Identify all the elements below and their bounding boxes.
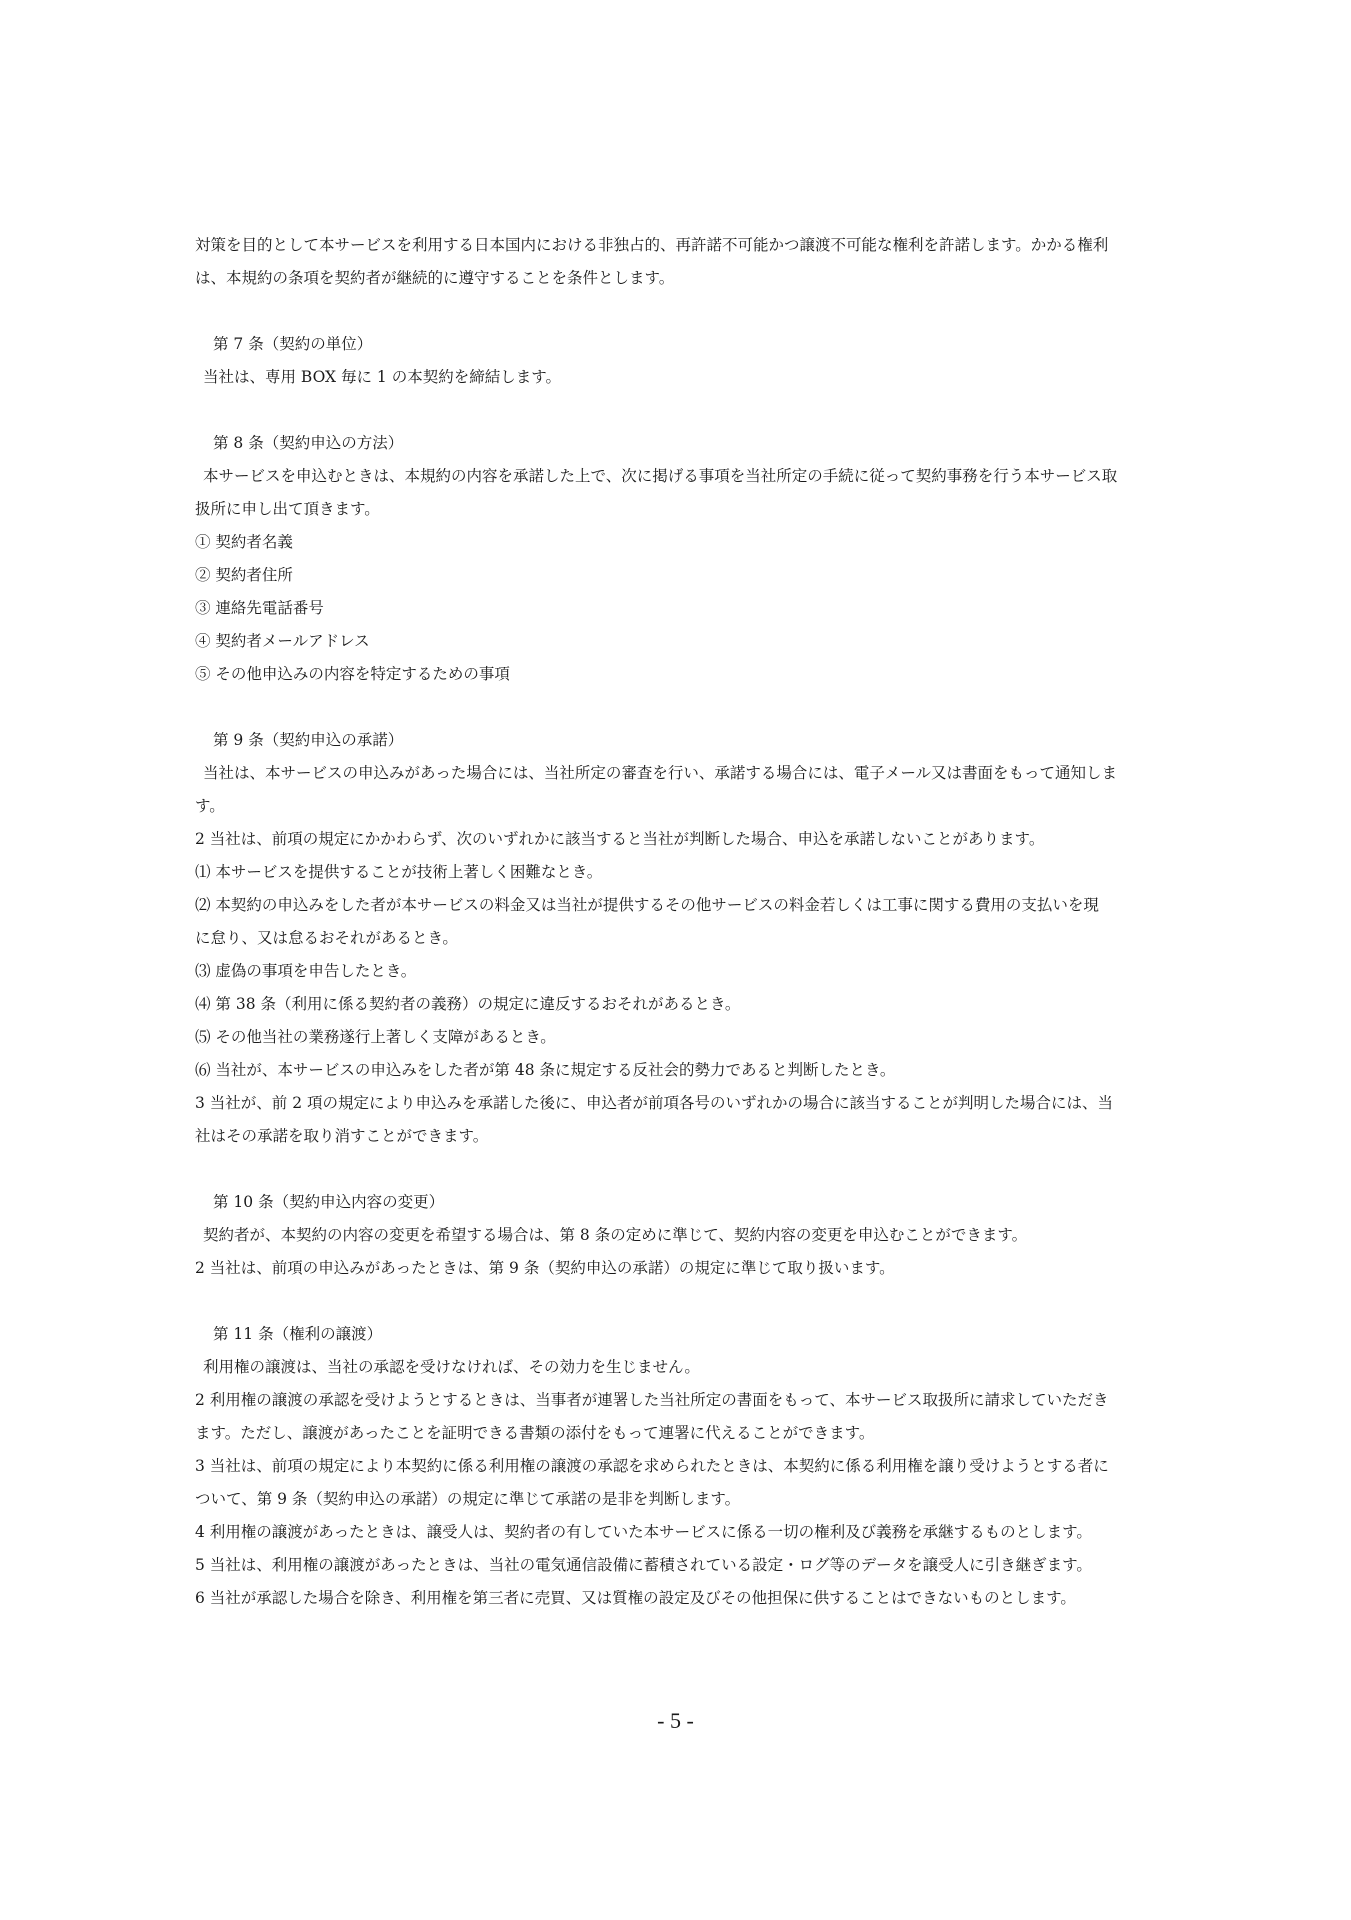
article-line: ④ 契約者メールアドレス bbox=[195, 632, 370, 650]
article-line: 社はその承諾を取り消すことができます。 bbox=[195, 1127, 489, 1145]
article-line: ⑹ 当社が、本サービスの申込みをした者が第 48 条に規定する反社会的勢力であると判断したとき。 bbox=[195, 1061, 896, 1079]
article-line: に怠り、又は怠るおそれがあるとき。 bbox=[195, 929, 458, 947]
article-line: ⑴ 本サービスを提供することが技術上著しく困難なとき。 bbox=[195, 863, 603, 881]
article-line: ます。ただし、譲渡があったことを証明できる書類の添付をもって連署に代えることができます。 bbox=[195, 1424, 875, 1442]
article-section bbox=[195, 1318, 1165, 1615]
section-spacer bbox=[195, 691, 1165, 724]
article-heading: 第 7 条（契約の単位） bbox=[213, 335, 373, 353]
article-line: 当社は、専用 BOX 毎に 1 の本契約を締結します。 bbox=[203, 368, 561, 386]
article-heading: 第 11 条（権利の譲渡） bbox=[213, 1325, 383, 1343]
article-line: ⑸ その他当社の業務遂行上著しく支障があるとき。 bbox=[195, 1028, 556, 1046]
article-line: 2 利用権の譲渡の承認を受けようとするときは、当事者が連署した当社所定の書面をもって、本サービス取扱所に請求していただき bbox=[195, 1391, 1109, 1409]
article-line: ① 契約者名義 bbox=[195, 533, 293, 551]
article-line: 本サービスを申込むときは、本規約の内容を承諾した上で、次に掲げる事項を当社所定の手続に従って契約事務を行う本サービス取 bbox=[203, 467, 1118, 485]
intro-line: は、本規約の条項を契約者が継続的に遵守することを条件とします。 bbox=[195, 269, 675, 287]
page-number: - 5 - bbox=[657, 1708, 694, 1733]
section-spacer bbox=[195, 1153, 1165, 1186]
article-section bbox=[195, 427, 1165, 691]
article-line: 利用権の譲渡は、当社の承認を受けなければ、その効力を生じません。 bbox=[203, 1358, 700, 1376]
article-line: 4 利用権の譲渡があったときは、譲受人は、契約者の有していた本サービスに係る一切の権利及び義務を承継するものとします。 bbox=[195, 1523, 1092, 1541]
article-line: ⑵ 本契約の申込みをした者が本サービスの料金又は当社が提供するその他サービスの料金若しくは工事に関する費用の支払いを現 bbox=[195, 896, 1099, 914]
article-line: ⑶ 虚偽の事項を申告したとき。 bbox=[195, 962, 417, 980]
article-line: ② 契約者住所 bbox=[195, 566, 293, 584]
article-line: 扱所に申し出て頂きます。 bbox=[195, 500, 380, 518]
article-line: 5 当社は、利用権の譲渡があったときは、当社の電気通信設備に蓄積されている設定・ログ等のデータを譲受人に引き継ぎます。 bbox=[195, 1556, 1092, 1574]
article-heading: 第 9 条（契約申込の承諾） bbox=[213, 731, 404, 749]
section-spacer bbox=[195, 394, 1165, 427]
article-line: ⑤ その他申込みの内容を特定するための事項 bbox=[195, 665, 510, 683]
article-line: 契約者が、本契約の内容の変更を希望する場合は、第 8 条の定めに準じて、契約内容の変更を申込むことができます。 bbox=[203, 1226, 1028, 1244]
article-heading: 第 10 条（契約申込内容の変更） bbox=[213, 1193, 445, 1211]
article-line: 2 当社は、前項の申込みがあったときは、第 9 条（契約申込の承諾）の規定に準じて取り扱います。 bbox=[195, 1259, 895, 1277]
document-body bbox=[195, 229, 1165, 1615]
intro-line: 対策を目的として本サービスを利用する日本国内における非独占的、再許諾不可能かつ譲渡不可能な権利を許諾します。かかる権利 bbox=[195, 236, 1109, 254]
article-section bbox=[195, 328, 1165, 394]
article-line: 当社は、本サービスの申込みがあった場合には、当社所定の審査を行い、承諾する場合には、電子メール又は書面をもって通知しま bbox=[203, 764, 1118, 782]
article-line: ③ 連絡先電話番号 bbox=[195, 599, 324, 617]
article-line: 2 当社は、前項の規定にかかわらず、次のいずれかに該当すると当社が判断した場合、申込を承諾しないことがあります。 bbox=[195, 830, 1045, 848]
article-section bbox=[195, 1186, 1165, 1285]
article-section bbox=[195, 724, 1165, 1153]
article-line: 6 当社が承認した場合を除き、利用権を第三者に売買、又は質権の設定及びその他担保に供することはできないものとします。 bbox=[195, 1589, 1076, 1607]
article-line: ⑷ 第 38 条（利用に係る契約者の義務）の規定に違反するおそれがあるとき。 bbox=[195, 995, 741, 1013]
article-line: 3 当社が、前 2 項の規定により申込みを承諾した後に、申込者が前項各号のいずれかの場合に該当することが判明した場合には、当 bbox=[195, 1094, 1114, 1112]
article-line: 3 当社は、前項の規定により本契約に係る利用権の譲渡の承認を求められたときは、本契約に係る利用権を譲り受けようとする者に bbox=[195, 1457, 1109, 1475]
article-line: す。 bbox=[195, 797, 225, 815]
section-spacer bbox=[195, 1285, 1165, 1318]
article-line: ついて、第 9 条（契約申込の承諾）の規定に準じて承諾の是非を判断します。 bbox=[195, 1490, 741, 1508]
article-heading: 第 8 条（契約申込の方法） bbox=[213, 434, 404, 452]
section-spacer bbox=[195, 295, 1165, 328]
articles-container bbox=[195, 295, 1165, 1615]
